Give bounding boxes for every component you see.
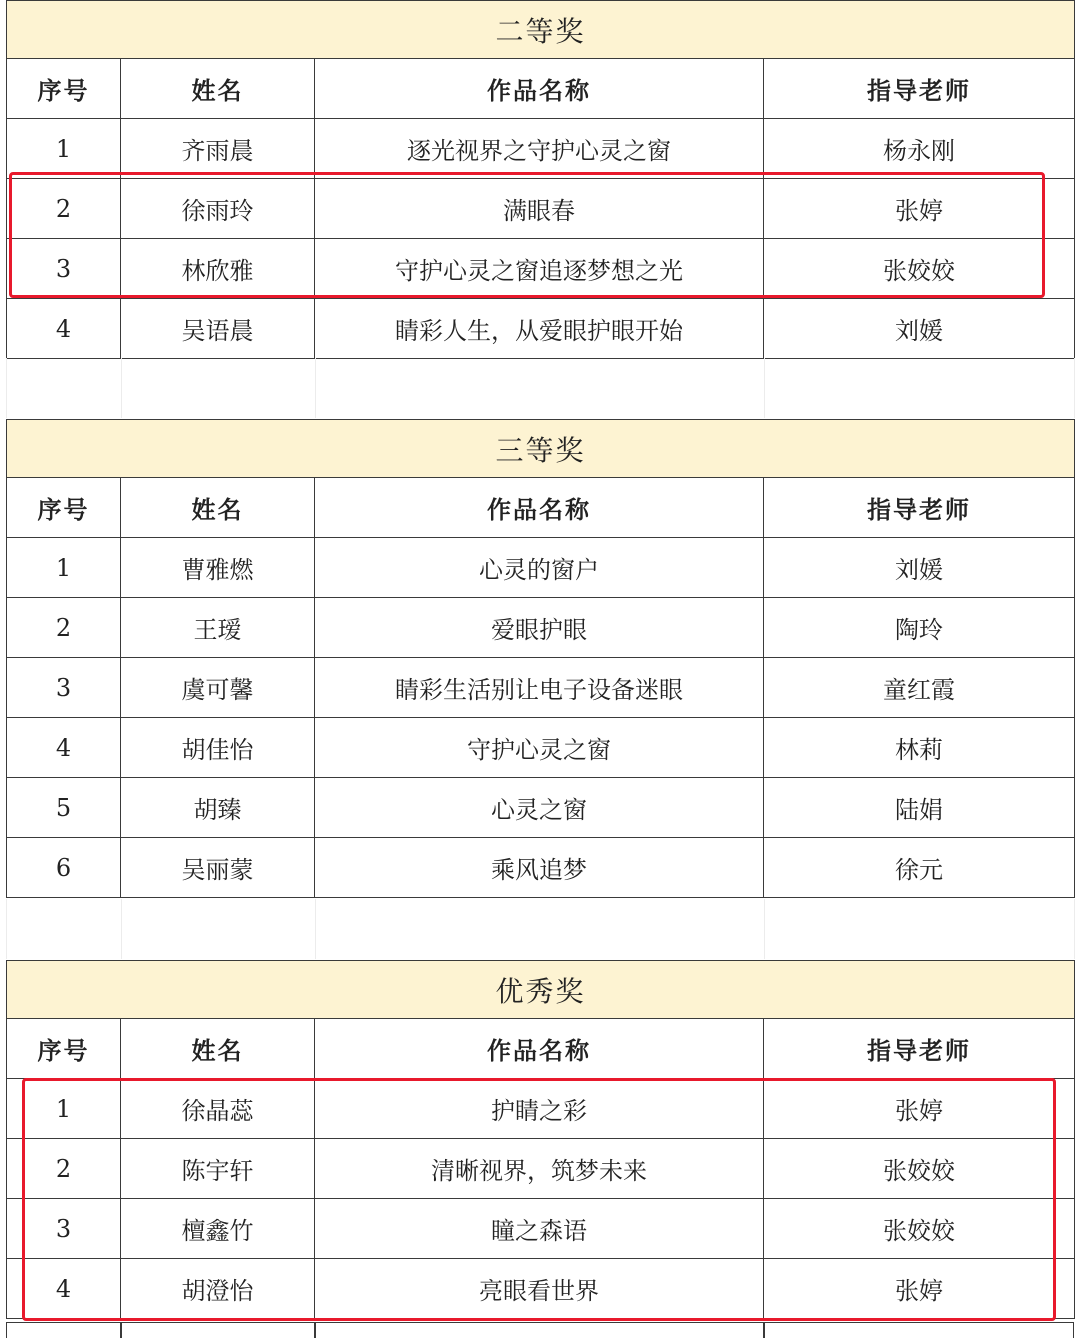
cell-name: 徐雨玲 (121, 179, 315, 239)
cell-name: 齐雨晨 (121, 119, 315, 179)
cell-index: 1 (7, 538, 121, 598)
cell-name: 林欣雅 (121, 239, 315, 299)
section-title: 优秀奖 (7, 961, 1075, 1019)
cell-teacher: 陆娟 (764, 778, 1075, 838)
table-row (7, 239, 1075, 299)
table-row (7, 1079, 1075, 1139)
cell-teacher: 刘媛 (764, 538, 1075, 598)
cell-work: 瞳之森语 (315, 1199, 764, 1259)
table-row (7, 119, 1075, 179)
section-title-row (7, 1, 1075, 59)
cell-work: 守护心灵之窗追逐梦想之光 (315, 239, 764, 299)
section-title-row (7, 420, 1075, 478)
cell-index: 2 (7, 179, 121, 239)
cell-teacher: 张姣姣 (764, 1199, 1075, 1259)
cell-name: 胡佳怡 (121, 718, 315, 778)
table-row (7, 838, 1075, 898)
cell-work: 满眼春 (315, 179, 764, 239)
cell-teacher: 刘媛 (764, 299, 1075, 359)
cell-work: 亮眼看世界 (315, 1259, 764, 1319)
table-row (7, 1139, 1075, 1199)
cell-index: 3 (7, 658, 121, 718)
cell-name: 曹雅燃 (121, 538, 315, 598)
cell-teacher: 陶玲 (764, 598, 1075, 658)
cell-work: 乘风追梦 (315, 838, 764, 898)
header-index: 序号 (7, 59, 121, 119)
header-row (7, 478, 1075, 538)
cell-teacher: 杨永刚 (764, 119, 1075, 179)
table-row (7, 778, 1075, 838)
cell-work: 睛彩生活别让电子设备迷眼 (315, 658, 764, 718)
cell-index: 4 (7, 1259, 121, 1319)
section-title-row (7, 961, 1075, 1019)
cell-index: 1 (7, 119, 121, 179)
cell-name: 王瑷 (121, 598, 315, 658)
table-row (7, 299, 1075, 359)
header-teacher: 指导老师 (764, 478, 1075, 538)
cell-index: 3 (7, 1199, 121, 1259)
section-title: 二等奖 (7, 1, 1075, 59)
cell-index: 1 (7, 1079, 121, 1139)
second-prize-table (6, 0, 1075, 359)
table-row (7, 1199, 1075, 1259)
cell-name: 徐晶蕊 (121, 1079, 315, 1139)
table-row (7, 658, 1075, 718)
cell-name: 陈宇轩 (121, 1139, 315, 1199)
cell-teacher: 张姣姣 (764, 239, 1075, 299)
cell-teacher: 张姣姣 (764, 1139, 1075, 1199)
empty-gap-row (6, 358, 1075, 418)
cell-teacher: 张婷 (764, 1079, 1075, 1139)
header-teacher: 指导老师 (764, 1019, 1075, 1079)
table-row (7, 1259, 1075, 1319)
third-prize-table (6, 419, 1075, 898)
cell-teacher: 童红霞 (764, 658, 1075, 718)
cell-work: 睛彩人生，从爱眼护眼开始 (315, 299, 764, 359)
header-work: 作品名称 (315, 478, 764, 538)
cell-work: 心灵之窗 (315, 778, 764, 838)
cell-work: 护睛之彩 (315, 1079, 764, 1139)
header-index: 序号 (7, 478, 121, 538)
table-row (7, 598, 1075, 658)
header-name: 姓名 (121, 478, 315, 538)
header-name: 姓名 (121, 1019, 315, 1079)
cell-teacher: 徐元 (764, 838, 1075, 898)
cell-index: 4 (7, 718, 121, 778)
header-work: 作品名称 (315, 59, 764, 119)
excellence-prize-table (6, 960, 1075, 1319)
cell-name: 吴丽蒙 (121, 838, 315, 898)
cell-name: 吴语晨 (121, 299, 315, 359)
cell-teacher: 林莉 (764, 718, 1075, 778)
cell-index: 5 (7, 778, 121, 838)
cell-name: 胡澄怡 (121, 1259, 315, 1319)
cell-work: 守护心灵之窗 (315, 718, 764, 778)
header-work: 作品名称 (315, 1019, 764, 1079)
cell-work: 清晰视界，筑梦未来 (315, 1139, 764, 1199)
cell-teacher: 张婷 (764, 179, 1075, 239)
cell-work: 逐光视界之守护心灵之窗 (315, 119, 764, 179)
header-row (7, 1019, 1075, 1079)
cell-name: 虞可馨 (121, 658, 315, 718)
cell-index: 6 (7, 838, 121, 898)
table-row (7, 538, 1075, 598)
cell-index: 4 (7, 299, 121, 359)
header-name: 姓名 (121, 59, 315, 119)
header-row (7, 59, 1075, 119)
cell-index: 3 (7, 239, 121, 299)
table-row (7, 718, 1075, 778)
empty-gap-row (6, 899, 1075, 959)
cell-name: 檀鑫竹 (121, 1199, 315, 1259)
cell-index: 2 (7, 1139, 121, 1199)
table-row (7, 179, 1075, 239)
section-title: 三等奖 (7, 420, 1075, 478)
cell-work: 心灵的窗户 (315, 538, 764, 598)
header-teacher: 指导老师 (764, 59, 1075, 119)
cell-teacher: 张婷 (764, 1259, 1075, 1319)
cell-name: 胡臻 (121, 778, 315, 838)
cell-work: 爱眼护眼 (315, 598, 764, 658)
cell-index: 2 (7, 598, 121, 658)
header-index: 序号 (7, 1019, 121, 1079)
cutoff-row (6, 1322, 1074, 1338)
